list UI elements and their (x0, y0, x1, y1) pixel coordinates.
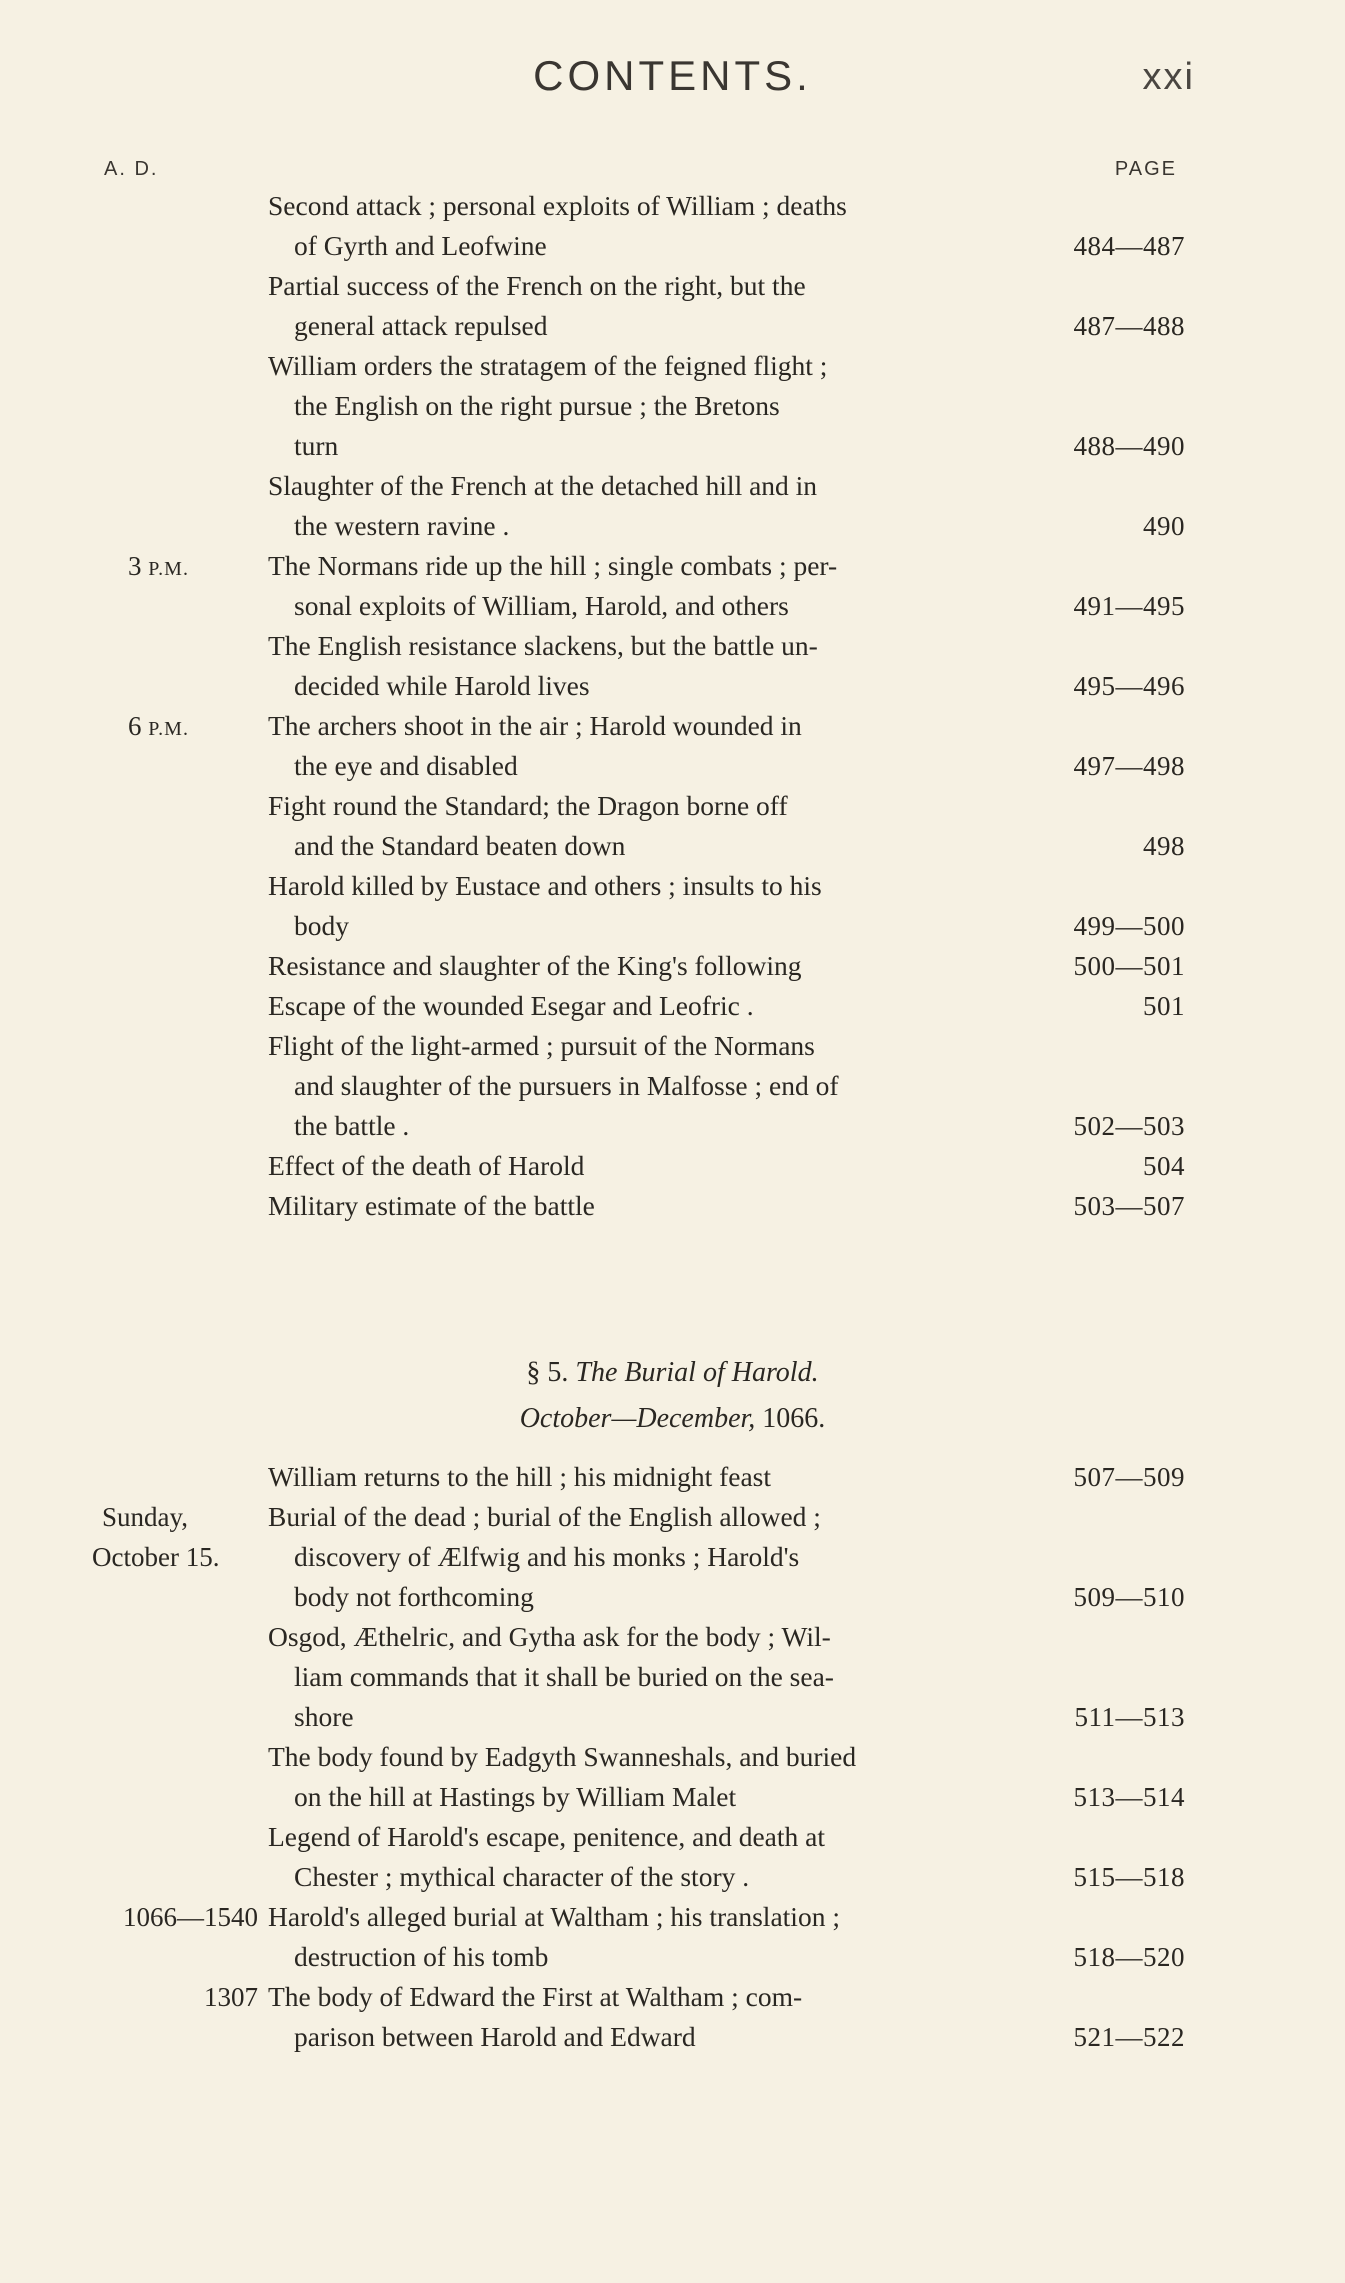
entry-line (0, 746, 1345, 786)
page-number: 507—509 (1073, 1462, 1185, 1492)
entry-text: William orders the stratagem of the feigned flight ; (268, 350, 828, 381)
entry-line (0, 1577, 1345, 1617)
entry-line (0, 1937, 1345, 1977)
entry-text: Escape of the wounded Esegar and Leofric . (268, 990, 754, 1021)
entry-line (0, 1146, 1345, 1186)
entry-line (0, 986, 1345, 1026)
entry-line (0, 626, 1345, 666)
section-heading (0, 1352, 1345, 1394)
entry-line (0, 826, 1345, 866)
page-number: 504 (1143, 1151, 1185, 1181)
entry-text: Effect of the death of Harold (268, 1150, 585, 1181)
page-number: 499—500 (1073, 911, 1185, 941)
entry-line (0, 1106, 1345, 1146)
margin-note: 1066—1540 (123, 1902, 258, 1932)
entry-text: Fight round the Standard; the Dragon borne off (268, 790, 788, 821)
entry-text: turn (294, 430, 339, 461)
entry-line (0, 2017, 1345, 2057)
page-number: 509—510 (1073, 1582, 1185, 1612)
entry-line (0, 1857, 1345, 1897)
entry-line (0, 1817, 1345, 1857)
page-number: 515—518 (1073, 1862, 1185, 1892)
page-number: 513—514 (1073, 1782, 1185, 1812)
section-title: The Burial of Harold. (575, 1357, 819, 1388)
entry-line (0, 546, 1345, 586)
entry-text: Military estimate of the battle (268, 1190, 595, 1221)
section-months: October—December, (519, 1403, 756, 1434)
running-header (0, 52, 1345, 112)
entry-line (0, 266, 1345, 306)
page-number: 511—513 (1074, 1702, 1185, 1732)
entry-line (0, 466, 1345, 506)
entry-line (0, 946, 1345, 986)
entry-text: parison between Harold and Edward (294, 2021, 696, 2052)
page-number: 518—520 (1073, 1942, 1185, 1972)
margin-note: 3 P.M. (128, 551, 189, 581)
entry-line (0, 186, 1345, 226)
entry-line (0, 706, 1345, 746)
entry-line (0, 226, 1345, 266)
entry-line (0, 426, 1345, 466)
margin-note: October 15. (92, 1542, 220, 1572)
entry-text: the eye and disabled (294, 750, 518, 781)
entry-line (0, 506, 1345, 546)
entry-line (0, 346, 1345, 386)
page-number: 502—503 (1073, 1111, 1185, 1141)
section-year: 1066. (762, 1403, 826, 1434)
entry-line (0, 386, 1345, 426)
page-title: CONTENTS. (533, 52, 812, 99)
entry-text: shore (294, 1701, 354, 1732)
entry-text: discovery of Ælfwig and his monks ; Harold's (294, 1541, 800, 1572)
entry-text: The archers shoot in the air ; Harold wounded in (268, 710, 802, 741)
margin-note: 1307 (204, 1982, 258, 2012)
entry-line (0, 1777, 1345, 1817)
entry-text: The body found by Eadgyth Swanneshals, and buried (268, 1741, 857, 1772)
page-number: 503—507 (1073, 1191, 1185, 1221)
entry-line (0, 666, 1345, 706)
entry-text: destruction of his tomb (294, 1941, 549, 1972)
page-number: 497—498 (1073, 751, 1185, 781)
entry-text: of Gyrth and Leofwine (294, 230, 547, 261)
entry-text: the English on the right pursue ; the Bretons (294, 390, 780, 421)
page-number: 490 (1143, 511, 1185, 541)
entry-text: Resistance and slaughter of the King's following (268, 950, 802, 981)
entry-text: on the hill at Hastings by William Malet (294, 1781, 737, 1812)
entry-line (0, 1737, 1345, 1777)
page-number: 491—495 (1073, 591, 1185, 621)
entry-text: Osgod, Æthelric, and Gytha ask for the body ; Wil- (268, 1621, 831, 1652)
entry-text: decided while Harold lives (294, 670, 590, 701)
entry-text: The Normans ride up the hill ; single combats ; per- (268, 550, 838, 581)
page-number: 484—487 (1073, 231, 1185, 261)
entry-text: Harold killed by Eustace and others ; insults to his (268, 870, 822, 901)
entry-text: The body of Edward the First at Waltham ; com- (268, 1981, 803, 2012)
entry-line (0, 1186, 1345, 1226)
entry-text: Second attack ; personal exploits of William ; deaths (268, 190, 847, 221)
page-number: 498 (1143, 831, 1185, 861)
entry-text: the western ravine . (294, 510, 510, 541)
entry-line (0, 586, 1345, 626)
entry-line (0, 306, 1345, 346)
entry-line (0, 906, 1345, 946)
entry-line (0, 1457, 1345, 1497)
entry-text: Harold's alleged burial at Waltham ; his translation ; (268, 1901, 840, 1932)
page-number: 521—522 (1073, 2022, 1185, 2052)
page-number: 500—501 (1073, 951, 1185, 981)
page-number: 488—490 (1073, 431, 1185, 461)
entry-text: general attack repulsed (294, 310, 548, 341)
entry-text: William returns to the hill ; his midnight feast (268, 1461, 771, 1492)
entry-line (0, 866, 1345, 906)
column-head-page: PAGE (1114, 158, 1177, 180)
entry-text: and slaughter of the pursuers in Malfosse ; end of (294, 1070, 839, 1101)
section-dates (0, 1398, 1345, 1440)
entry-line (0, 786, 1345, 826)
column-head-ad: A. D. (104, 158, 159, 180)
entry-text: Slaughter of the French at the detached hill and in (268, 470, 818, 501)
entry-line (0, 1657, 1345, 1697)
entry-text: Legend of Harold's escape, penitence, and death at (268, 1821, 825, 1852)
entry-text: sonal exploits of William, Harold, and others (294, 590, 789, 621)
entry-text: Flight of the light-armed ; pursuit of the Normans (268, 1030, 815, 1061)
margin-note: 6 P.M. (128, 711, 189, 741)
entry-text: Chester ; mythical character of the story . (294, 1861, 750, 1892)
page-number: 501 (1143, 991, 1185, 1021)
entry-text: The English resistance slackens, but the battle un- (268, 630, 818, 661)
entry-line (0, 1697, 1345, 1737)
entry-text: and the Standard beaten down (294, 830, 626, 861)
margin-note: Sunday, (102, 1502, 188, 1532)
entry-text: Partial success of the French on the right, but the (268, 270, 806, 301)
entry-line (0, 1066, 1345, 1106)
page-folio: xxi (1142, 56, 1195, 98)
entry-text: the battle . (294, 1110, 410, 1141)
entry-text: body not forthcoming (294, 1581, 534, 1612)
page-number: 487—488 (1073, 311, 1185, 341)
entry-text: Burial of the dead ; burial of the English allowed ; (268, 1501, 821, 1532)
entry-line (0, 1026, 1345, 1066)
entry-line (0, 1617, 1345, 1657)
entry-text: liam commands that it shall be buried on the sea- (294, 1661, 834, 1692)
entry-text: body (294, 910, 349, 941)
section-number: § 5. (526, 1357, 569, 1388)
page-number: 495—496 (1073, 671, 1185, 701)
